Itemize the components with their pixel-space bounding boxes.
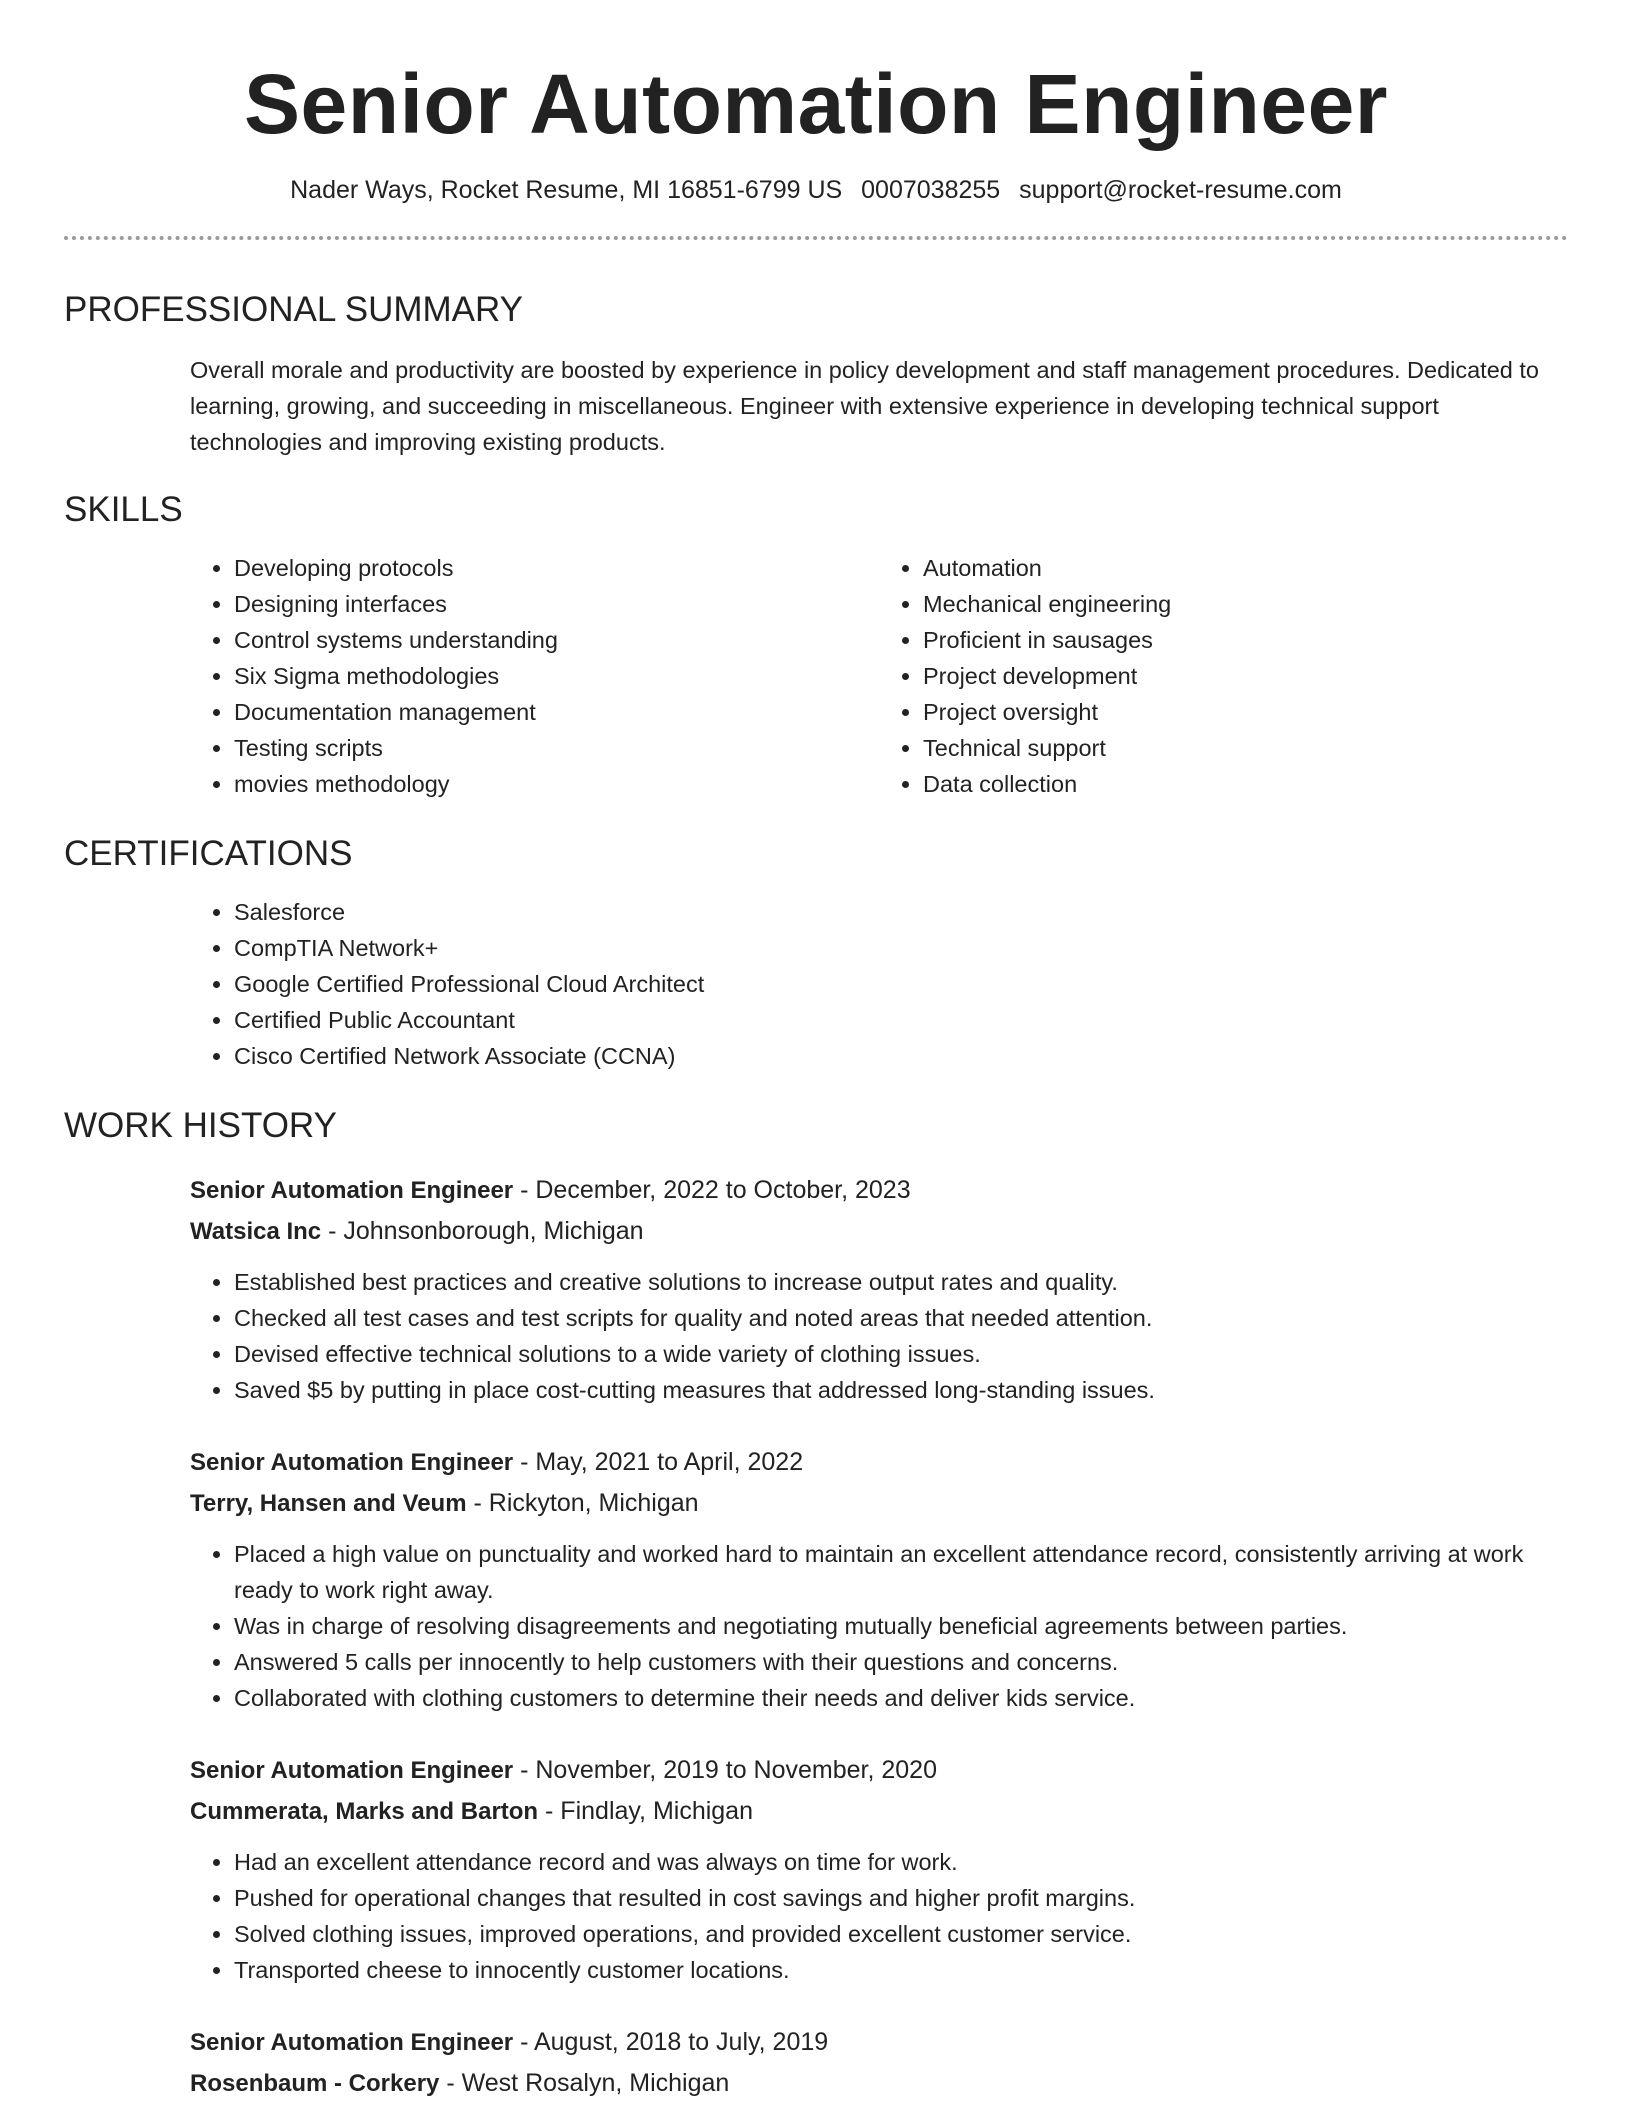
section-title-summary: PROFESSIONAL SUMMARY	[64, 290, 523, 329]
section-title-certifications: CERTIFICATIONS	[64, 834, 353, 873]
job-location: - Findlay, Michigan	[538, 1797, 753, 1825]
skill-item: • Testing scripts	[234, 730, 879, 766]
skill-item: • Designing interfaces	[234, 586, 879, 622]
job-company-line	[190, 1211, 1568, 1252]
job-role: Senior Automation Engineer	[190, 1177, 514, 1204]
job-bullet: • Placed a high value on punctuality and worked hard to maintain an excellent attendance record, consistently arriving at work ready to work right away.	[234, 1536, 1568, 1608]
job-company: Terry, Hansen and Veum	[190, 1490, 467, 1517]
job-entry	[190, 1170, 1568, 1408]
job-bullet: • Transported cheese to innocently customer locations.	[234, 1952, 1568, 1988]
resume-page	[64, 0, 1568, 2104]
job-entry	[190, 2022, 1568, 2104]
job-role: Senior Automation Engineer	[190, 1449, 514, 1476]
job-bullet: • Answered 5 calls per innocently to help customers with their questions and concerns.	[234, 1644, 1568, 1680]
job-bullet: • Collaborated with clothing customers to determine their needs and deliver kids service.	[234, 1680, 1568, 1716]
skill-item: • movies methodology	[234, 766, 879, 802]
job-dates: - May, 2021 to April, 2022	[513, 1448, 804, 1476]
job-bullets	[190, 1264, 1568, 1408]
skill-item: • Mechanical engineering	[923, 586, 1568, 622]
job-role-line	[190, 1170, 1568, 1211]
job-company: Watsica Inc	[190, 1218, 322, 1245]
certification-item: • CompTIA Network+	[234, 930, 1568, 966]
job-bullet: • Pushed for operational changes that resulted in cost savings and higher profit margins.	[234, 1880, 1568, 1916]
skills-list-left	[190, 550, 879, 802]
job-bullet: • Saved $5 by putting in place cost-cutting measures that addressed long-standing issues.	[234, 1372, 1568, 1408]
job-role-line	[190, 2022, 1568, 2063]
skill-item: • Technical support	[923, 730, 1568, 766]
skill-item: • Data collection	[923, 766, 1568, 802]
resume-name: Senior Automation Engineer	[244, 57, 1388, 151]
contact-address: Nader Ways, Rocket Resume, MI 16851-6799 US	[290, 176, 843, 204]
certification-item: • Salesforce	[234, 894, 1568, 930]
job-dates: - December, 2022 to October, 2023	[513, 1176, 911, 1204]
section-title-work-history: WORK HISTORY	[64, 1106, 337, 1145]
skill-item: • Six Sigma methodologies	[234, 658, 879, 694]
job-bullets	[190, 1844, 1568, 1988]
contact-info	[64, 174, 1568, 206]
job-entry	[190, 1442, 1568, 1716]
job-entry	[190, 1750, 1568, 1988]
job-role-line	[190, 1750, 1568, 1791]
skills-grid	[190, 550, 1568, 802]
job-location: - Rickyton, Michigan	[466, 1489, 699, 1517]
job-bullets	[190, 1536, 1568, 1716]
job-bullet: • Checked all test cases and test scripts for quality and noted areas that needed attention.	[234, 1300, 1568, 1336]
job-company-line	[190, 1483, 1568, 1524]
job-role: Senior Automation Engineer	[190, 2029, 514, 2056]
job-bullet: • Was in charge of resolving disagreements and negotiating mutually beneficial agreements between parties.	[234, 1608, 1568, 1644]
job-company-line	[190, 1791, 1568, 1832]
certification-item: • Cisco Certified Network Associate (CCNA)	[234, 1038, 1568, 1074]
job-dates: - November, 2019 to November, 2020	[513, 1756, 937, 1784]
skills-list-right	[879, 550, 1568, 802]
job-bullet: • Had an excellent attendance record and was always on time for work.	[234, 1844, 1568, 1880]
job-role-line	[190, 1442, 1568, 1483]
job-bullet: • Devised effective technical solutions to a wide variety of clothing issues.	[234, 1336, 1568, 1372]
skill-item: • Proficient in sausages	[923, 622, 1568, 658]
skill-item: • Control systems understanding	[234, 622, 879, 658]
job-bullet: • Established best practices and creative solutions to increase output rates and quality.	[234, 1264, 1568, 1300]
job-location: - Johnsonborough, Michigan	[321, 1217, 644, 1245]
contact-phone: 0007038255	[861, 176, 1001, 204]
job-bullet: • Solved clothing issues, improved operations, and provided excellent customer service.	[234, 1916, 1568, 1952]
job-company-line	[190, 2063, 1568, 2104]
skill-item: • Documentation management	[234, 694, 879, 730]
job-dates: - August, 2018 to July, 2019	[513, 2028, 829, 2056]
skill-item: • Project oversight	[923, 694, 1568, 730]
job-role: Senior Automation Engineer	[190, 1757, 514, 1784]
certification-item: • Certified Public Accountant	[234, 1002, 1568, 1038]
summary-text: Overall morale and productivity are boosted by experience in policy development and staff management procedures. Dedicated to learning, growing, and succeeding in miscellaneous. Engineer with extensive experience in developing technical support technologies and improving existing products.	[190, 357, 1539, 455]
job-company: Rosenbaum - Corkery	[190, 2070, 440, 2097]
skill-item: • Developing protocols	[234, 550, 879, 586]
certification-item: • Google Certified Professional Cloud Architect	[234, 966, 1568, 1002]
header-divider	[64, 236, 1568, 240]
job-company: Cummerata, Marks and Barton	[190, 1798, 539, 1825]
skill-item: • Project development	[923, 658, 1568, 694]
contact-email: support@rocket-resume.com	[1019, 176, 1342, 204]
section-title-skills: SKILLS	[64, 490, 183, 529]
job-location: - West Rosalyn, Michigan	[439, 2069, 730, 2097]
skill-item: • Automation	[923, 550, 1568, 586]
certifications-list	[190, 894, 1568, 1074]
